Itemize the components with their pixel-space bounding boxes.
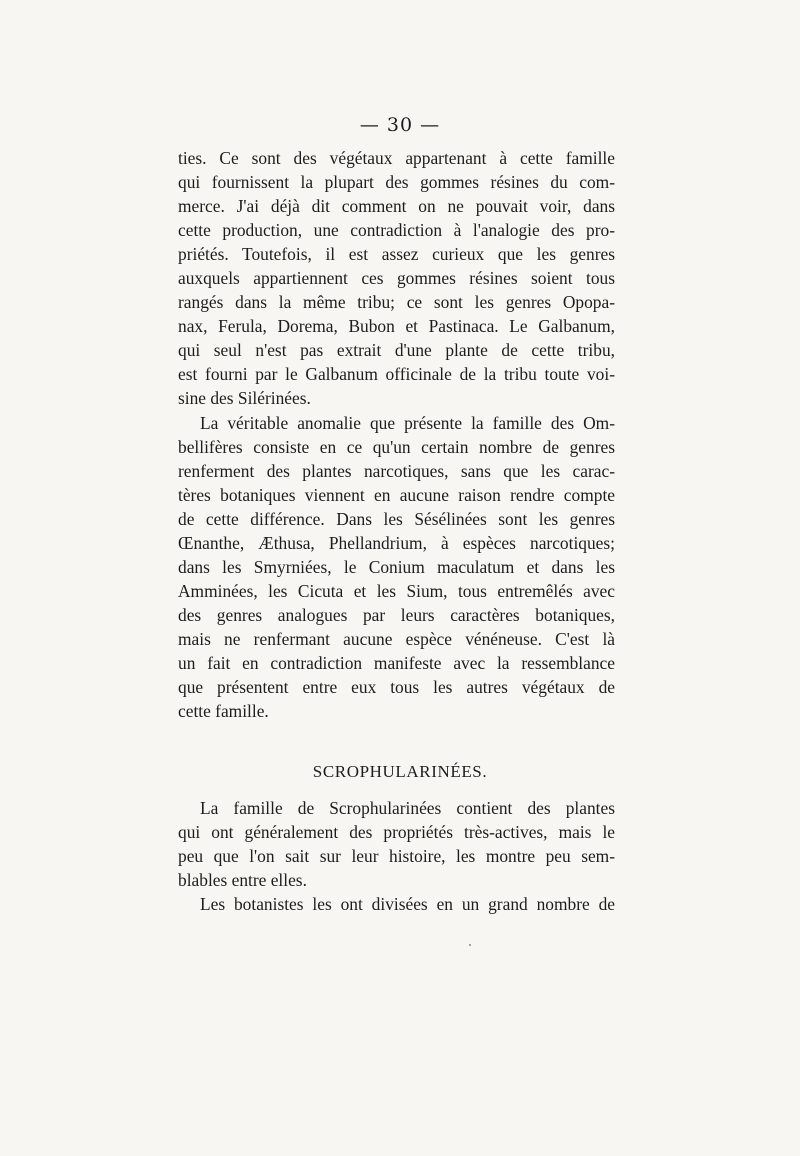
paper-speck <box>469 944 471 946</box>
paragraph-scrophularinees <box>178 796 615 916</box>
text-line: bellifères consiste en ce qu'un certain nombre de genres <box>178 436 615 457</box>
text-line: La famille de Scrophularinées contient des plantes <box>200 798 615 818</box>
text-line: est fourni par le Galbanum officinale de la tribu toute voi- <box>178 364 615 385</box>
section-heading: SCROPHULARINÉES. <box>312 762 488 781</box>
text-line: priétés. Toutefois, il est assez curieux que les genres <box>178 244 615 265</box>
text-line: que présentent entre eux tous les autres végétaux de <box>178 677 615 698</box>
text-line: mais ne renfermant aucune espèce vénéneuse. C'est là <box>178 628 615 649</box>
text-line: ties. Ce sont des végétaux appartenant à cette famille <box>178 148 615 168</box>
text-line: qui ont généralement des propriétés très-actives, mais le <box>178 822 615 843</box>
paragraph-ombelliferes <box>178 146 615 723</box>
text-line: Œnanthe, Æthusa, Phellandrium, à espèces narcotiques; <box>178 532 615 553</box>
text-line: qui fournissent la plupart des gommes résines du com- <box>178 172 615 193</box>
text-line: de cette différence. Dans les Sésélinées sont les genres <box>178 508 615 529</box>
text-line: qui seul n'est pas extrait d'une plante de cette tribu, <box>178 340 615 361</box>
text-line: cette production, une contradiction à l'analogie des pro- <box>178 220 615 241</box>
text-line: des genres analogues par leurs caractères botaniques, <box>178 604 615 625</box>
text-line: tères botaniques viennent en aucune raison rendre compte <box>178 484 615 505</box>
text-line: renferment des plantes narcotiques, sans que les carac- <box>178 460 615 481</box>
text-line: cette famille. <box>178 701 269 722</box>
text-line: sine des Silérinées. <box>178 388 311 409</box>
text-line: peu que l'on sait sur leur histoire, les montre peu sem- <box>178 846 615 867</box>
text-line: rangés dans la même tribu; ce sont les genres Opopa- <box>178 292 615 313</box>
text-line: La véritable anomalie que présente la famille des Om- <box>200 412 615 433</box>
text-line: nax, Ferula, Dorema, Bubon et Pastinaca. Le Galbanum, <box>178 316 615 337</box>
text-line: Amminées, les Cicuta et les Sium, tous entremêlés avec <box>178 580 615 601</box>
text-line: dans les Smyrniées, le Conium maculatum et dans les <box>178 556 615 577</box>
page-number: — 30 — <box>359 114 441 136</box>
text-line: un fait en contradiction manifeste avec la ressemblance <box>178 652 615 673</box>
text-line: blables entre elles. <box>178 870 307 891</box>
text-line: auxquels appartiennent ces gommes résines soient tous <box>178 268 615 289</box>
text-line: merce. J'ai déjà dit comment on ne pouvait voir, dans <box>178 196 615 217</box>
text-line: Les botanistes les ont divisées en un grand nombre de <box>200 894 615 915</box>
